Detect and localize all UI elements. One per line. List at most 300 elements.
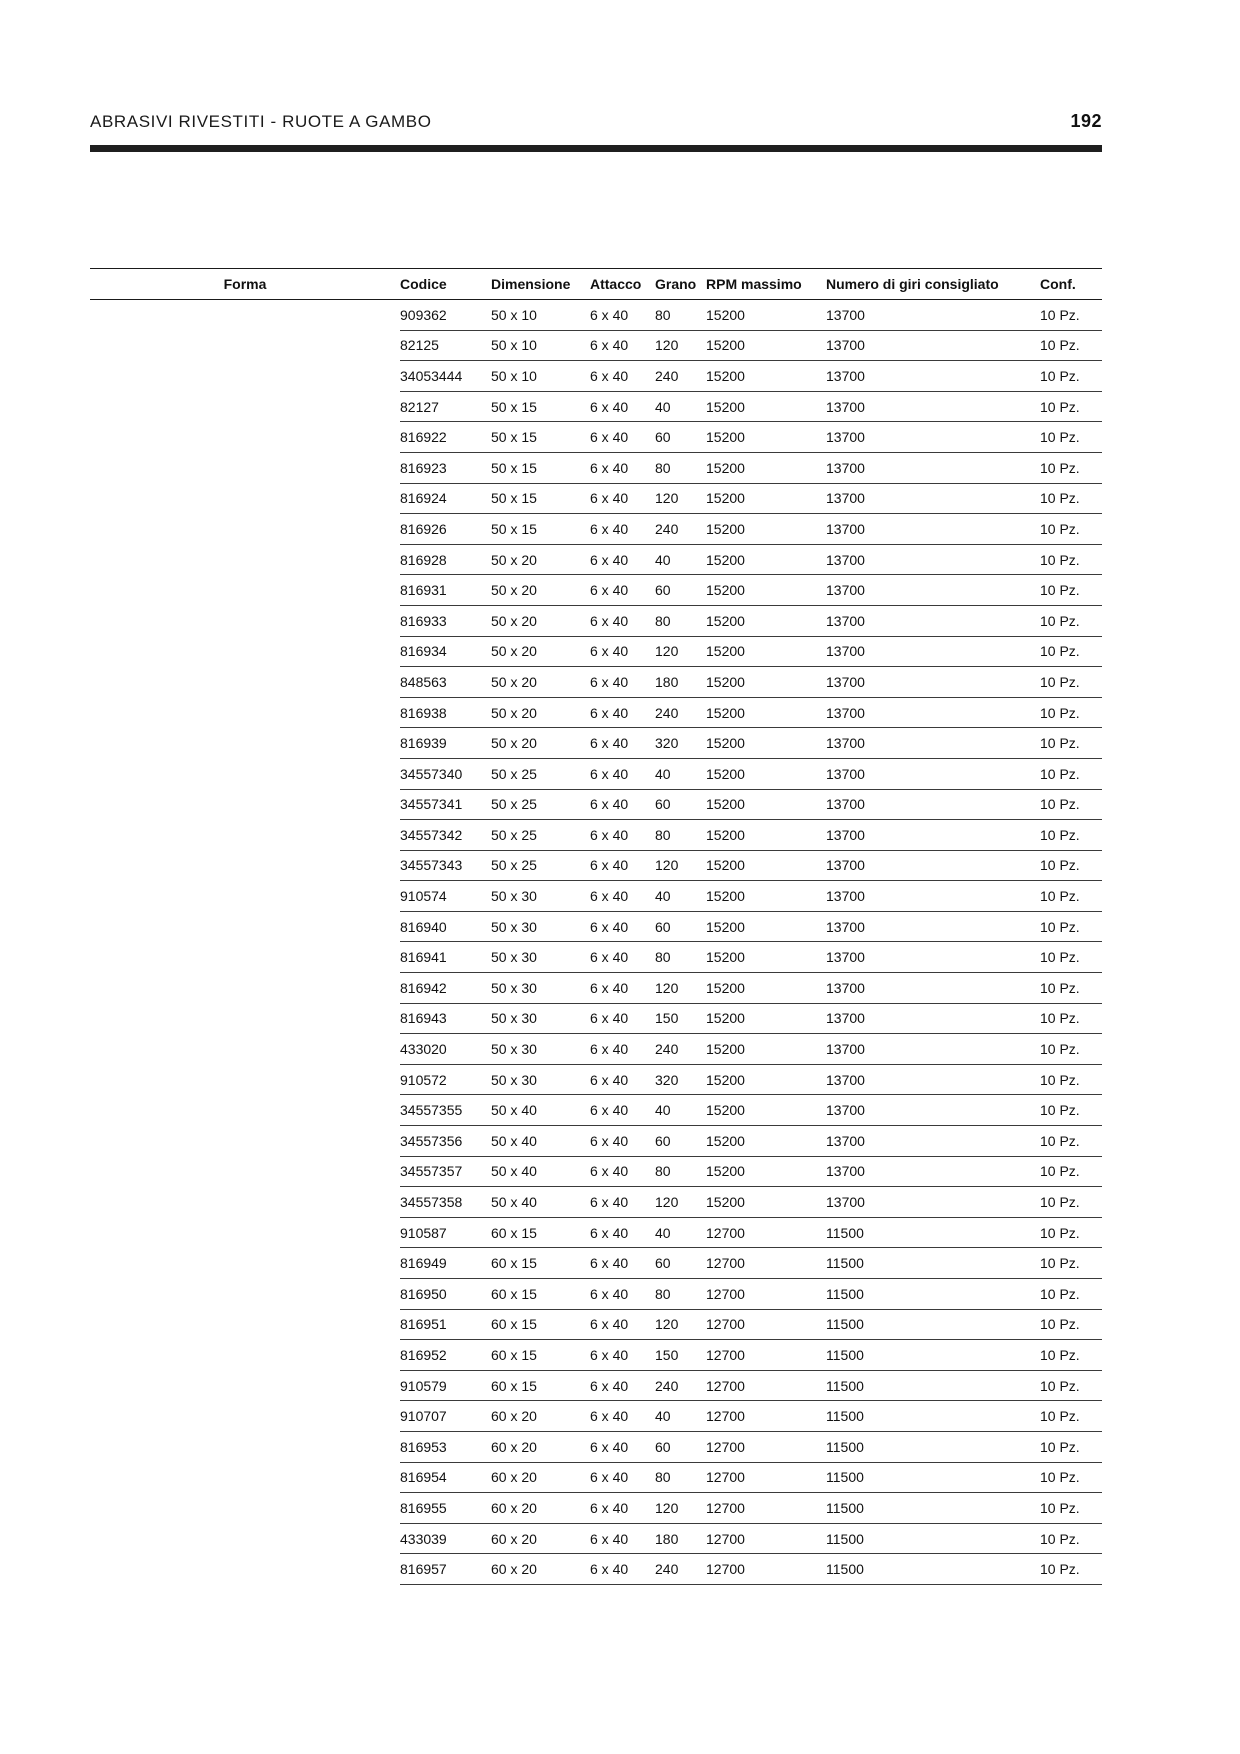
cell-numero-giri: 13700	[826, 697, 1040, 728]
cell-dimensione: 50 x 15	[491, 514, 590, 545]
table-row	[90, 1279, 1102, 1310]
cell-conf: 10 Pz.	[1040, 300, 1102, 331]
cell-dimensione: 60 x 20	[491, 1401, 590, 1432]
cell-numero-giri: 13700	[826, 452, 1040, 483]
cell-grano: 40	[655, 758, 706, 789]
cell-numero-giri: 11500	[826, 1248, 1040, 1279]
cell-forma	[90, 1126, 400, 1157]
table-row	[90, 728, 1102, 759]
cell-rpm-massimo: 15200	[706, 391, 826, 422]
cell-rpm-massimo: 15200	[706, 850, 826, 881]
cell-codice: 848563	[400, 667, 491, 698]
cell-numero-giri: 13700	[826, 1095, 1040, 1126]
cell-conf: 10 Pz.	[1040, 728, 1102, 759]
cell-codice: 816957	[400, 1554, 491, 1585]
cell-rpm-massimo: 15200	[706, 1034, 826, 1065]
table-row	[90, 452, 1102, 483]
table-row	[90, 667, 1102, 698]
cell-dimensione: 50 x 20	[491, 605, 590, 636]
table-row	[90, 850, 1102, 881]
cell-forma	[90, 361, 400, 392]
cell-forma	[90, 544, 400, 575]
cell-rpm-massimo: 15200	[706, 728, 826, 759]
cell-dimensione: 50 x 25	[491, 789, 590, 820]
cell-rpm-massimo: 15200	[706, 300, 826, 331]
table-row	[90, 820, 1102, 851]
cell-codice: 34557356	[400, 1126, 491, 1157]
cell-conf: 10 Pz.	[1040, 942, 1102, 973]
cell-attacco: 6 x 40	[590, 850, 655, 881]
cell-grano: 60	[655, 1248, 706, 1279]
cell-rpm-massimo: 15200	[706, 667, 826, 698]
cell-codice: 816942	[400, 973, 491, 1004]
cell-attacco: 6 x 40	[590, 636, 655, 667]
table-row	[90, 483, 1102, 514]
cell-grano: 80	[655, 452, 706, 483]
cell-attacco: 6 x 40	[590, 820, 655, 851]
cell-codice: 816924	[400, 483, 491, 514]
cell-numero-giri: 13700	[826, 300, 1040, 331]
cell-grano: 240	[655, 361, 706, 392]
cell-numero-giri: 13700	[826, 483, 1040, 514]
cell-attacco: 6 x 40	[590, 1462, 655, 1493]
cell-rpm-massimo: 12700	[706, 1401, 826, 1432]
table-row	[90, 881, 1102, 912]
cell-rpm-massimo: 15200	[706, 422, 826, 453]
column-header-forma: Forma	[90, 269, 400, 300]
cell-conf: 10 Pz.	[1040, 1523, 1102, 1554]
cell-numero-giri: 13700	[826, 330, 1040, 361]
cell-dimensione: 50 x 30	[491, 881, 590, 912]
cell-forma	[90, 1493, 400, 1524]
cell-rpm-massimo: 15200	[706, 1003, 826, 1034]
table-row	[90, 1095, 1102, 1126]
table-row	[90, 789, 1102, 820]
cell-rpm-massimo: 15200	[706, 942, 826, 973]
cell-grano: 120	[655, 636, 706, 667]
cell-numero-giri: 11500	[826, 1370, 1040, 1401]
cell-forma	[90, 820, 400, 851]
cell-codice: 816950	[400, 1279, 491, 1310]
cell-codice: 34557355	[400, 1095, 491, 1126]
cell-attacco: 6 x 40	[590, 544, 655, 575]
table-row	[90, 1370, 1102, 1401]
cell-grano: 80	[655, 300, 706, 331]
cell-rpm-massimo: 12700	[706, 1248, 826, 1279]
cell-grano: 120	[655, 483, 706, 514]
cell-rpm-massimo: 12700	[706, 1554, 826, 1585]
cell-dimensione: 50 x 40	[491, 1126, 590, 1157]
cell-codice: 816926	[400, 514, 491, 545]
column-header-numero-giri: Numero di giri consigliato	[826, 269, 1040, 300]
cell-grano: 150	[655, 1340, 706, 1371]
cell-dimensione: 50 x 15	[491, 422, 590, 453]
cell-numero-giri: 13700	[826, 911, 1040, 942]
cell-codice: 910574	[400, 881, 491, 912]
cell-conf: 10 Pz.	[1040, 1187, 1102, 1218]
cell-conf: 10 Pz.	[1040, 1095, 1102, 1126]
cell-grano: 80	[655, 820, 706, 851]
section-title: ABRASIVI RIVESTITI - RUOTE A GAMBO	[90, 112, 432, 131]
cell-conf: 10 Pz.	[1040, 758, 1102, 789]
cell-grano: 60	[655, 1126, 706, 1157]
cell-grano: 40	[655, 1095, 706, 1126]
table-row	[90, 1034, 1102, 1065]
cell-dimensione: 50 x 20	[491, 575, 590, 606]
cell-numero-giri: 13700	[826, 391, 1040, 422]
cell-attacco: 6 x 40	[590, 1279, 655, 1310]
cell-codice: 34557357	[400, 1156, 491, 1187]
cell-conf: 10 Pz.	[1040, 697, 1102, 728]
cell-conf: 10 Pz.	[1040, 1493, 1102, 1524]
cell-codice: 816952	[400, 1340, 491, 1371]
table-row	[90, 1064, 1102, 1095]
cell-rpm-massimo: 15200	[706, 605, 826, 636]
cell-dimensione: 50 x 30	[491, 1003, 590, 1034]
cell-grano: 240	[655, 1370, 706, 1401]
cell-conf: 10 Pz.	[1040, 1064, 1102, 1095]
cell-codice: 34557340	[400, 758, 491, 789]
cell-grano: 80	[655, 605, 706, 636]
cell-rpm-massimo: 15200	[706, 973, 826, 1004]
cell-dimensione: 50 x 20	[491, 728, 590, 759]
cell-conf: 10 Pz.	[1040, 575, 1102, 606]
cell-numero-giri: 13700	[826, 820, 1040, 851]
table-body	[90, 300, 1102, 1585]
cell-forma	[90, 667, 400, 698]
cell-attacco: 6 x 40	[590, 1217, 655, 1248]
header-rule	[90, 145, 1102, 152]
cell-forma	[90, 1554, 400, 1585]
cell-numero-giri: 13700	[826, 544, 1040, 575]
cell-rpm-massimo: 15200	[706, 820, 826, 851]
cell-numero-giri: 11500	[826, 1462, 1040, 1493]
cell-codice: 433020	[400, 1034, 491, 1065]
cell-forma	[90, 1279, 400, 1310]
table-row	[90, 605, 1102, 636]
cell-grano: 80	[655, 1156, 706, 1187]
cell-dimensione: 60 x 15	[491, 1248, 590, 1279]
cell-attacco: 6 x 40	[590, 575, 655, 606]
table-row	[90, 422, 1102, 453]
cell-attacco: 6 x 40	[590, 789, 655, 820]
cell-grano: 120	[655, 1493, 706, 1524]
cell-codice: 910707	[400, 1401, 491, 1432]
cell-codice: 816941	[400, 942, 491, 973]
cell-conf: 10 Pz.	[1040, 911, 1102, 942]
cell-grano: 60	[655, 789, 706, 820]
cell-attacco: 6 x 40	[590, 1554, 655, 1585]
cell-codice: 910572	[400, 1064, 491, 1095]
cell-codice: 34053444	[400, 361, 491, 392]
cell-forma	[90, 973, 400, 1004]
table-row	[90, 1126, 1102, 1157]
cell-conf: 10 Pz.	[1040, 452, 1102, 483]
cell-codice: 816928	[400, 544, 491, 575]
cell-grano: 240	[655, 514, 706, 545]
cell-codice: 816951	[400, 1309, 491, 1340]
cell-dimensione: 50 x 15	[491, 483, 590, 514]
cell-attacco: 6 x 40	[590, 1126, 655, 1157]
cell-grano: 120	[655, 850, 706, 881]
cell-forma	[90, 391, 400, 422]
cell-conf: 10 Pz.	[1040, 881, 1102, 912]
cell-grano: 180	[655, 667, 706, 698]
cell-numero-giri: 13700	[826, 575, 1040, 606]
cell-forma	[90, 1003, 400, 1034]
cell-attacco: 6 x 40	[590, 728, 655, 759]
cell-attacco: 6 x 40	[590, 1370, 655, 1401]
cell-conf: 10 Pz.	[1040, 1034, 1102, 1065]
cell-rpm-massimo: 15200	[706, 636, 826, 667]
table-row	[90, 1523, 1102, 1554]
cell-forma	[90, 452, 400, 483]
cell-forma	[90, 1064, 400, 1095]
cell-attacco: 6 x 40	[590, 422, 655, 453]
cell-forma	[90, 300, 400, 331]
cell-conf: 10 Pz.	[1040, 605, 1102, 636]
cell-numero-giri: 11500	[826, 1340, 1040, 1371]
cell-dimensione: 50 x 25	[491, 820, 590, 851]
cell-attacco: 6 x 40	[590, 514, 655, 545]
table-row	[90, 697, 1102, 728]
cell-conf: 10 Pz.	[1040, 1126, 1102, 1157]
cell-attacco: 6 x 40	[590, 1064, 655, 1095]
column-header-rpm-massimo: RPM massimo	[706, 269, 826, 300]
cell-rpm-massimo: 15200	[706, 514, 826, 545]
cell-codice: 34557358	[400, 1187, 491, 1218]
cell-conf: 10 Pz.	[1040, 1462, 1102, 1493]
table-row	[90, 1309, 1102, 1340]
cell-rpm-massimo: 15200	[706, 1095, 826, 1126]
cell-numero-giri: 13700	[826, 361, 1040, 392]
cell-conf: 10 Pz.	[1040, 1554, 1102, 1585]
cell-forma	[90, 1309, 400, 1340]
cell-forma	[90, 1340, 400, 1371]
cell-forma	[90, 942, 400, 973]
cell-attacco: 6 x 40	[590, 697, 655, 728]
cell-codice: 816934	[400, 636, 491, 667]
cell-numero-giri: 13700	[826, 1064, 1040, 1095]
cell-attacco: 6 x 40	[590, 973, 655, 1004]
cell-conf: 10 Pz.	[1040, 1248, 1102, 1279]
cell-attacco: 6 x 40	[590, 1401, 655, 1432]
cell-numero-giri: 13700	[826, 667, 1040, 698]
cell-rpm-massimo: 12700	[706, 1279, 826, 1310]
table-row	[90, 758, 1102, 789]
cell-attacco: 6 x 40	[590, 1493, 655, 1524]
table-row	[90, 636, 1102, 667]
column-header-conf: Conf.	[1040, 269, 1102, 300]
cell-dimensione: 50 x 40	[491, 1095, 590, 1126]
cell-rpm-massimo: 15200	[706, 1064, 826, 1095]
cell-numero-giri: 13700	[826, 789, 1040, 820]
table-row	[90, 942, 1102, 973]
cell-dimensione: 50 x 25	[491, 758, 590, 789]
cell-numero-giri: 13700	[826, 1156, 1040, 1187]
cell-rpm-massimo: 12700	[706, 1493, 826, 1524]
cell-codice: 34557341	[400, 789, 491, 820]
cell-conf: 10 Pz.	[1040, 1156, 1102, 1187]
cell-grano: 240	[655, 1554, 706, 1585]
cell-attacco: 6 x 40	[590, 1003, 655, 1034]
column-header-grano: Grano	[655, 269, 706, 300]
table-row	[90, 973, 1102, 1004]
cell-codice: 816943	[400, 1003, 491, 1034]
cell-rpm-massimo: 15200	[706, 1156, 826, 1187]
cell-attacco: 6 x 40	[590, 1523, 655, 1554]
table-row	[90, 911, 1102, 942]
cell-conf: 10 Pz.	[1040, 1431, 1102, 1462]
cell-attacco: 6 x 40	[590, 483, 655, 514]
cell-attacco: 6 x 40	[590, 1095, 655, 1126]
cell-dimensione: 50 x 30	[491, 1034, 590, 1065]
page-number: 192	[1070, 111, 1102, 131]
cell-conf: 10 Pz.	[1040, 850, 1102, 881]
table-row	[90, 330, 1102, 361]
cell-codice: 816923	[400, 452, 491, 483]
cell-dimensione: 50 x 40	[491, 1187, 590, 1218]
cell-dimensione: 50 x 20	[491, 636, 590, 667]
table-row	[90, 361, 1102, 392]
cell-forma	[90, 1217, 400, 1248]
table-row	[90, 1431, 1102, 1462]
cell-dimensione: 50 x 30	[491, 942, 590, 973]
cell-conf: 10 Pz.	[1040, 973, 1102, 1004]
cell-attacco: 6 x 40	[590, 758, 655, 789]
table-row	[90, 1554, 1102, 1585]
cell-forma	[90, 758, 400, 789]
cell-numero-giri: 13700	[826, 758, 1040, 789]
cell-codice: 816931	[400, 575, 491, 606]
product-table-container	[90, 268, 1102, 1585]
cell-codice: 910579	[400, 1370, 491, 1401]
table-header-row	[90, 269, 1102, 300]
cell-conf: 10 Pz.	[1040, 1340, 1102, 1371]
cell-rpm-massimo: 12700	[706, 1523, 826, 1554]
cell-rpm-massimo: 15200	[706, 361, 826, 392]
cell-attacco: 6 x 40	[590, 1340, 655, 1371]
cell-numero-giri: 13700	[826, 636, 1040, 667]
table-row	[90, 1340, 1102, 1371]
cell-dimensione: 60 x 15	[491, 1309, 590, 1340]
cell-numero-giri: 11500	[826, 1309, 1040, 1340]
cell-numero-giri: 11500	[826, 1554, 1040, 1585]
cell-attacco: 6 x 40	[590, 361, 655, 392]
cell-forma	[90, 1401, 400, 1432]
cell-conf: 10 Pz.	[1040, 330, 1102, 361]
cell-codice: 433039	[400, 1523, 491, 1554]
cell-codice: 816922	[400, 422, 491, 453]
cell-attacco: 6 x 40	[590, 911, 655, 942]
page-header	[90, 112, 1102, 136]
cell-grano: 120	[655, 1309, 706, 1340]
cell-rpm-massimo: 15200	[706, 911, 826, 942]
cell-grano: 40	[655, 881, 706, 912]
cell-codice: 816949	[400, 1248, 491, 1279]
cell-forma	[90, 1370, 400, 1401]
cell-conf: 10 Pz.	[1040, 789, 1102, 820]
cell-forma	[90, 789, 400, 820]
cell-rpm-massimo: 15200	[706, 330, 826, 361]
cell-conf: 10 Pz.	[1040, 1401, 1102, 1432]
cell-grano: 320	[655, 728, 706, 759]
cell-conf: 10 Pz.	[1040, 1217, 1102, 1248]
cell-rpm-massimo: 15200	[706, 758, 826, 789]
cell-codice: 816940	[400, 911, 491, 942]
cell-numero-giri: 11500	[826, 1493, 1040, 1524]
cell-numero-giri: 13700	[826, 728, 1040, 759]
cell-dimensione: 50 x 15	[491, 391, 590, 422]
cell-rpm-massimo: 15200	[706, 483, 826, 514]
product-table	[90, 268, 1102, 1585]
cell-forma	[90, 422, 400, 453]
cell-rpm-massimo: 15200	[706, 452, 826, 483]
cell-rpm-massimo: 12700	[706, 1340, 826, 1371]
cell-numero-giri: 13700	[826, 850, 1040, 881]
cell-conf: 10 Pz.	[1040, 636, 1102, 667]
cell-attacco: 6 x 40	[590, 1309, 655, 1340]
cell-codice: 816938	[400, 697, 491, 728]
cell-rpm-massimo: 15200	[706, 789, 826, 820]
cell-conf: 10 Pz.	[1040, 1370, 1102, 1401]
cell-forma	[90, 697, 400, 728]
cell-numero-giri: 13700	[826, 1187, 1040, 1218]
cell-conf: 10 Pz.	[1040, 361, 1102, 392]
cell-forma	[90, 575, 400, 606]
cell-numero-giri: 13700	[826, 605, 1040, 636]
cell-numero-giri: 13700	[826, 1003, 1040, 1034]
table-row	[90, 1248, 1102, 1279]
cell-dimensione: 50 x 25	[491, 850, 590, 881]
cell-rpm-massimo: 15200	[706, 575, 826, 606]
cell-dimensione: 50 x 15	[491, 452, 590, 483]
cell-dimensione: 60 x 15	[491, 1217, 590, 1248]
cell-numero-giri: 11500	[826, 1523, 1040, 1554]
cell-attacco: 6 x 40	[590, 1187, 655, 1218]
cell-numero-giri: 13700	[826, 942, 1040, 973]
cell-attacco: 6 x 40	[590, 667, 655, 698]
cell-attacco: 6 x 40	[590, 942, 655, 973]
cell-forma	[90, 1523, 400, 1554]
cell-dimensione: 60 x 20	[491, 1462, 590, 1493]
cell-dimensione: 50 x 20	[491, 667, 590, 698]
cell-forma	[90, 605, 400, 636]
column-header-attacco: Attacco	[590, 269, 655, 300]
cell-conf: 10 Pz.	[1040, 391, 1102, 422]
cell-conf: 10 Pz.	[1040, 483, 1102, 514]
cell-dimensione: 50 x 30	[491, 1064, 590, 1095]
cell-attacco: 6 x 40	[590, 300, 655, 331]
cell-codice: 910587	[400, 1217, 491, 1248]
cell-forma	[90, 483, 400, 514]
table-row	[90, 391, 1102, 422]
cell-grano: 120	[655, 330, 706, 361]
cell-dimensione: 50 x 10	[491, 361, 590, 392]
cell-dimensione: 60 x 20	[491, 1554, 590, 1585]
cell-numero-giri: 13700	[826, 1034, 1040, 1065]
cell-codice: 816953	[400, 1431, 491, 1462]
cell-forma	[90, 881, 400, 912]
cell-forma	[90, 1431, 400, 1462]
table-row	[90, 1493, 1102, 1524]
table-row	[90, 575, 1102, 606]
cell-codice: 816939	[400, 728, 491, 759]
cell-rpm-massimo: 15200	[706, 544, 826, 575]
cell-dimensione: 60 x 20	[491, 1523, 590, 1554]
cell-conf: 10 Pz.	[1040, 514, 1102, 545]
cell-attacco: 6 x 40	[590, 452, 655, 483]
